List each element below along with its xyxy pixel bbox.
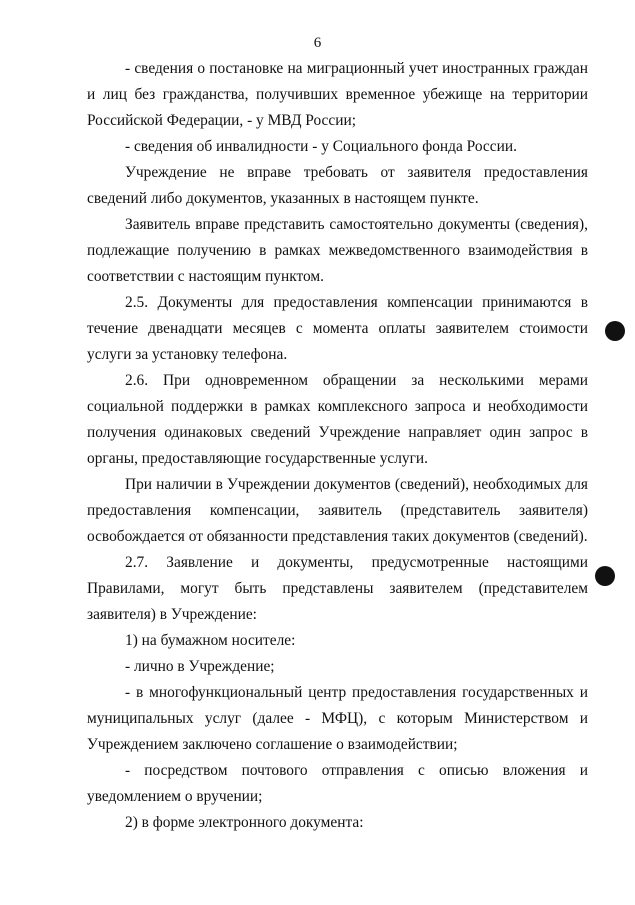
page-number: 6 [313,35,322,51]
paragraph-migration-registration: - сведения о постановке на миграционный учет иностранных граждан и лиц без гражданства, получивших временное убежище на территории Российской Федерации, - у МВД России; [87,60,588,129]
paragraph-electronic: 2) в форме электронного документа: [125,814,364,831]
paragraph-applicant-may-submit: Заявитель вправе представить самостоятельно документы (сведения), подлежащие получению в рамках межведомственного взаимодействия в соответствии с настоящим пунктом. [87,216,588,285]
paragraph-disability-info: - сведения об инвалидности - у Социального фонда России. [125,138,517,155]
paragraph-institution-not-require: Учреждение не вправе требовать от заявителя предоставления сведений либо документов, указанных в настоящем пункте. [87,164,588,207]
paragraph-2-7: 2.7. Заявление и документы, предусмотренные настоящими Правилами, могут быть представлены заявителем (представителем заявителя) в Учреждение: [87,554,588,623]
paragraph-2-6: 2.6. При одновременном обращении за несколькими мерами социальной поддержки в рамках комплексного запроса и необходимости получения одинаковых сведений Учреждение направляет один запрос в органы, предоставляющие государственные услуги. [87,372,588,467]
paragraph-mfc: - в многофункциональный центр предоставления государственных и муниципальных услуг (далее - МФЦ), с которым Министерством и Учреждением заключено соглашение о взаимодействии; [87,684,588,753]
document-body [87,56,588,836]
paragraph-postal: - посредством почтового отправления с описью вложения и уведомлением о вручении; [87,762,588,805]
punch-hole-mark [605,321,625,341]
punch-hole-mark [595,566,615,586]
paragraph-documents-available: При наличии в Учреждении документов (сведений), необходимых для предоставления компенсации, заявитель (представитель заявителя) освобождается от обязанности представления таких документов (сведений). [87,476,588,545]
paragraph-in-person: - лично в Учреждение; [125,658,275,675]
paragraph-paper-medium: 1) на бумажном носителе: [125,632,296,649]
paragraph-2-5: 2.5. Документы для предоставления компенсации принимаются в течение двенадцати месяцев с момента оплаты заявителем стоимости услуги за установку телефона. [87,294,588,363]
